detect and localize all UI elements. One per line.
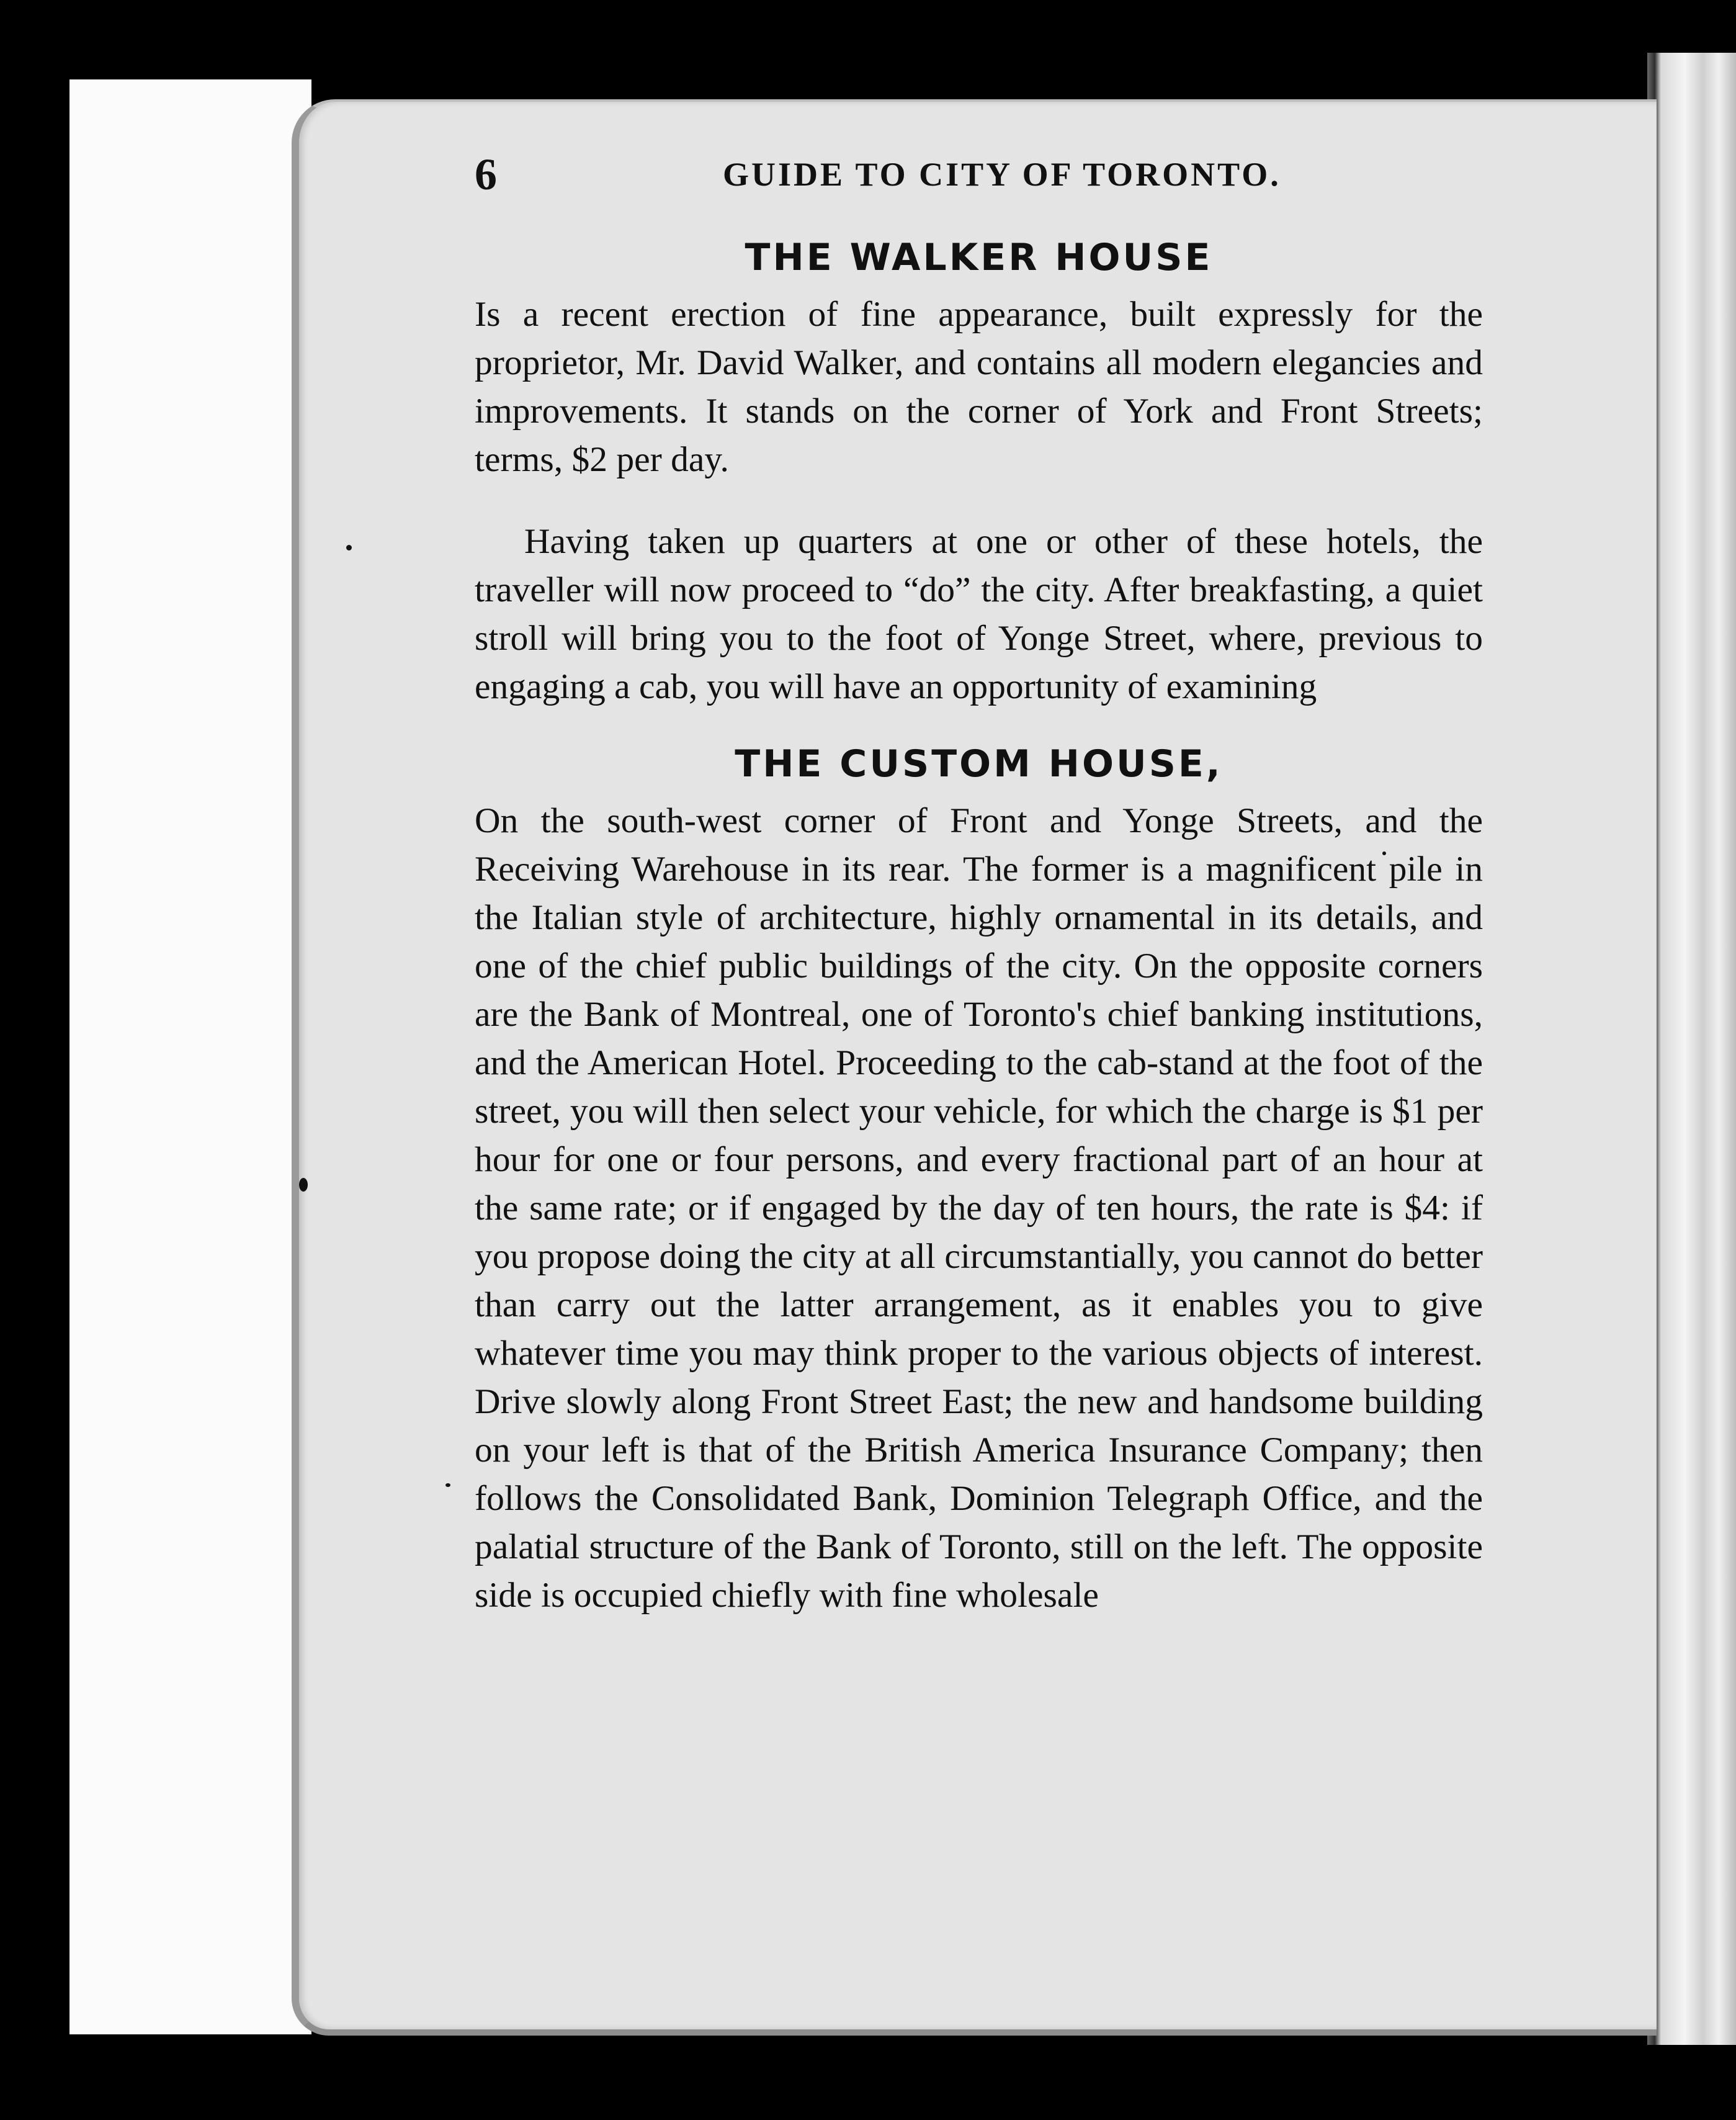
section-heading: THE CUSTOM HOUSE,	[735, 742, 1223, 786]
running-title: GUIDE TO CITY OF TORONTO.	[723, 156, 1281, 193]
paragraph: On the south-west corner of Front and Yonge Streets, and the Receiving Warehouse in its rear. The former is a magnificent pile in the Italian style of architecture, highly ornamental in its details, and one of the chief public buildings of the city. On the opposite corners are the Bank of Montreal, one of Toronto's chief banking institutions, and the American Hotel. Proceeding to the cab-stand at the foot of the street, you will then select your vehicle, for which the charge is $1 per hour for one or four persons, and every fractional part of an hour at the same rate; or if engaged by the day of ten hours, the rate is $4: if you propose doing the city at all circumstantially, you cannot do better than carry out the latter arrangement, as it enables you to give whatever time you may think proper to the various objects of interest. Drive slowly along Front Street East; the new and handsome building on your left is that of the British America Insurance Company; then follows the Consolidated Bank, Dominion Telegraph Office, and the palatial structure of the Bank of Toronto, still on the left. The opposite side is occupied chiefly with fine wholesale	[475, 801, 1483, 1615]
paragraph: Is a recent erection of fine appearance, built expressly for the proprietor, Mr. David Walker, and contains all modern elegancies and improvements. It stands on the corner of York and Front Streets; terms, $2 per day.	[475, 295, 1483, 479]
section-heading: THE WALKER HOUSE	[745, 236, 1213, 279]
running-head	[475, 149, 1483, 205]
paragraph: Having taken up quarters at one or other of these hotels, the traveller will now proceed to “do” the city. After breakfasting, a quiet stroll will bring you to the foot of Yonge Street, where, previous to engaging a cab, you will have an opportunity of examining	[475, 522, 1483, 706]
page-stack-edge	[1647, 53, 1736, 2045]
scan-left-margin	[69, 79, 311, 2034]
page-number: 6	[475, 150, 499, 199]
scan-speck	[299, 1178, 308, 1192]
scan-speck	[346, 545, 352, 550]
scan-speck	[445, 1483, 450, 1487]
page-content	[475, 149, 1483, 1620]
